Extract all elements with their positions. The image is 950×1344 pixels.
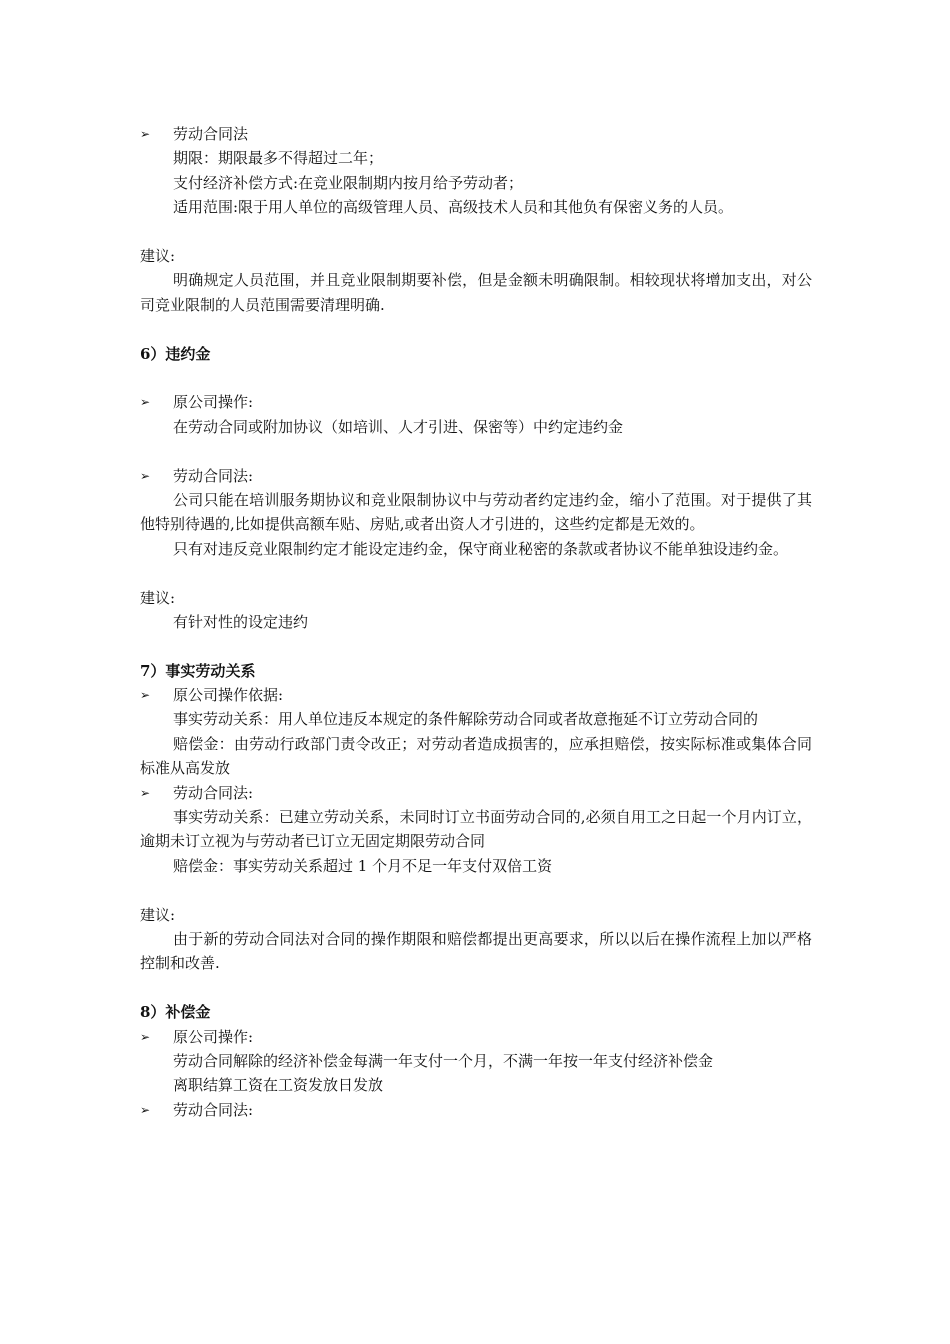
bullet-item-law <box>140 781 812 805</box>
bullet-label: 原公司操作: <box>173 1027 254 1046</box>
scope-text: 适用范围:限于用人单位的高级管理人员、高级技术人员和其他负有保密义务的人员。 <box>173 198 734 217</box>
arrow-bullet-icon: ➢ <box>140 688 151 703</box>
law-paragraph: 公司只能在培训服务期协议和竞业限制协议中与劳动者约定违约金，缩小了范围。对于提供了其他特别待遇的,比如提供高额车贴、房贴,或者出资人才引进的，这些约定都是无效的。 <box>140 490 812 534</box>
section-heading: 6）违约金 <box>140 344 211 363</box>
advice-text: 由于新的劳动合同法对合同的操作期限和赔偿都提出更高要求，所以以后在操作流程上加以严格控制和改善. <box>140 930 812 973</box>
law-paragraph: 赔偿金：事实劳动关系超过 1 个月不足一年支付双倍工资 <box>173 856 553 875</box>
arrow-bullet-icon: ➢ <box>140 395 151 410</box>
law-paragraph: 只有对违反竞业限制约定才能设定违约金，保守商业秘密的条款或者协议不能单独设违约金。 <box>173 539 789 558</box>
advice-label: 建议: <box>140 905 176 924</box>
advice-label: 建议: <box>140 246 176 265</box>
advice-text: 明确规定人员范围，并且竞业限制期要补偿，但是金额未明确限制。相较现状将增加支出，对公司竞业限制的人员范围需要清理明确. <box>140 271 812 314</box>
original-paragraph: 离职结算工资在工资发放日发放 <box>173 1076 384 1095</box>
arrow-bullet-icon: ➢ <box>140 1102 151 1117</box>
bullet-item-law <box>140 122 812 146</box>
bullet-label: 原公司操作: <box>173 393 254 412</box>
bullet-item-original <box>140 1025 812 1049</box>
section-heading: 7）事实劳动关系 <box>140 661 256 680</box>
bullet-label: 原公司操作依据: <box>173 686 284 705</box>
original-text: 在劳动合同或附加协议（如培训、人才引进、保密等）中约定违约金 <box>173 417 624 436</box>
advice-text: 有针对性的设定违约 <box>173 612 309 631</box>
bullet-item-law <box>140 464 812 488</box>
original-paragraph: 赔偿金：由劳动行政部门责令改正；对劳动者造成损害的，应承担赔偿，按实际标准或集体合同标准从高发放 <box>140 734 812 778</box>
original-paragraph: 事实劳动关系：用人单位违反本规定的条件解除劳动合同或者故意拖延不订立劳动合同的 <box>173 710 759 729</box>
arrow-bullet-icon: ➢ <box>140 1029 151 1044</box>
arrow-bullet-icon: ➢ <box>140 785 151 800</box>
section-heading: 8）补偿金 <box>140 1003 211 1022</box>
arrow-bullet-icon: ➢ <box>140 127 151 141</box>
law-paragraph: 事实劳动关系：已建立劳动关系，未同时订立书面劳动合同的,必须自用工之日起一个月内订立，逾期未订立视为与劳动者已订立无固定期限劳动合同 <box>140 808 812 851</box>
bullet-label: 劳动合同法: <box>173 783 254 802</box>
bullet-item-original <box>140 390 812 414</box>
payment-text: 支付经济补偿方式:在竞业限制期内按月给予劳动者； <box>173 173 524 192</box>
bullet-item-original <box>140 683 812 707</box>
arrow-bullet-icon: ➢ <box>140 468 151 483</box>
advice-label: 建议: <box>140 588 176 607</box>
bullet-label: 劳动合同法 <box>173 125 249 143</box>
document-page <box>140 122 812 1122</box>
term-text: 期限：期限最多不得超过二年； <box>173 149 384 168</box>
original-paragraph: 劳动合同解除的经济补偿金每满一年支付一个月，不满一年按一年支付经济补偿金 <box>173 1052 714 1071</box>
bullet-label: 劳动合同法: <box>173 1100 254 1119</box>
bullet-label: 劳动合同法: <box>173 466 254 485</box>
bullet-item-law <box>140 1098 812 1122</box>
